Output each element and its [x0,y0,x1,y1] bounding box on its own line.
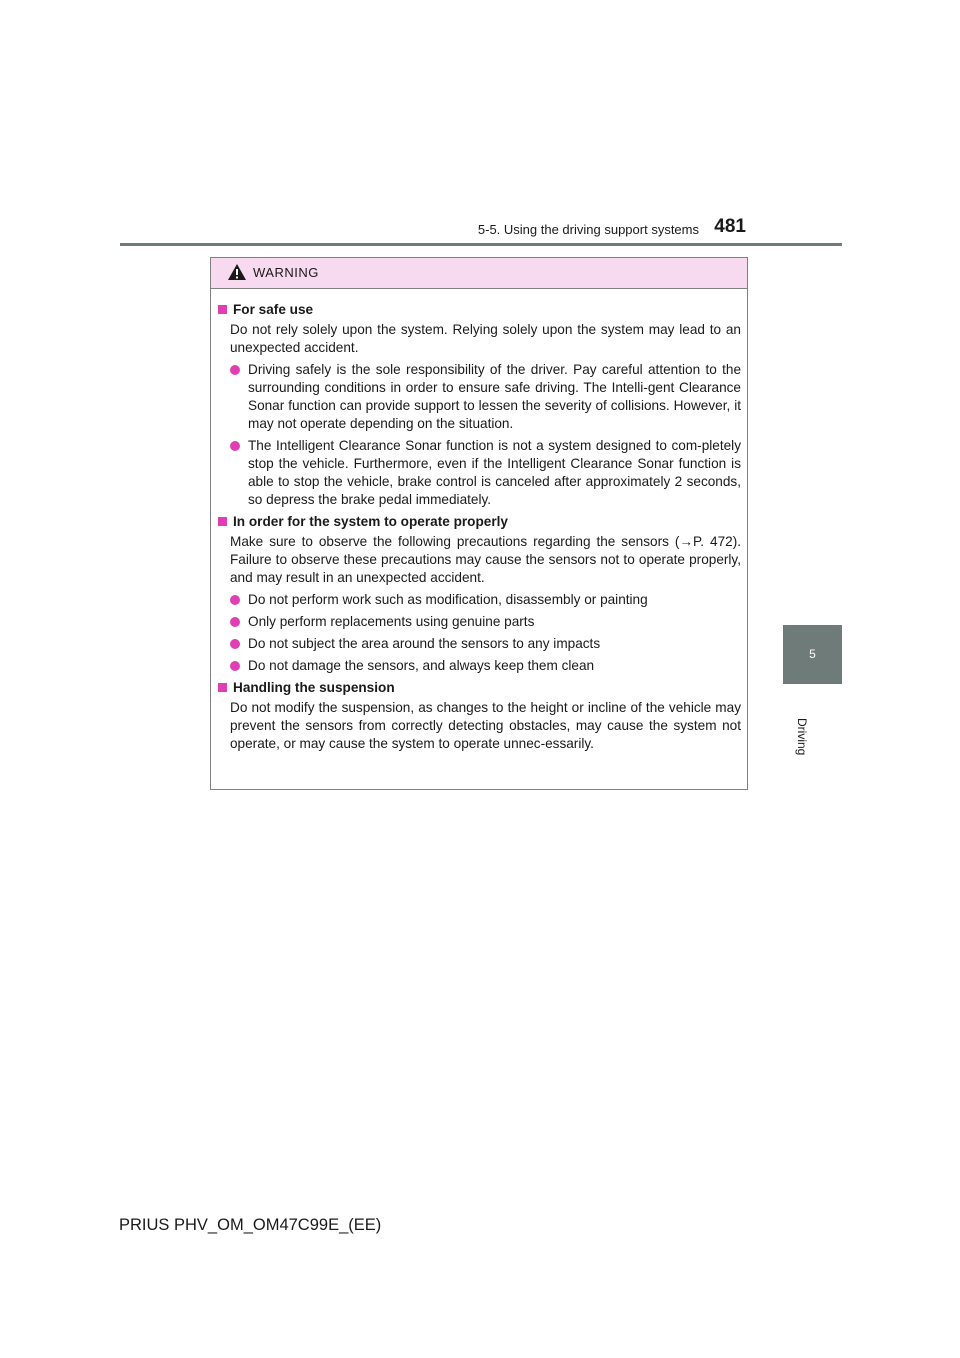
round-bullet-icon [230,441,240,451]
round-bullet-icon [230,661,240,671]
chapter-tab: 5 [783,625,842,684]
list-item [230,591,741,609]
section-heading-text: In order for the system to operate properly [233,514,508,529]
section-heading-text: Handling the suspension [233,680,395,695]
list-item [230,635,741,653]
section-paragraph: Do not modify the suspension, as changes to the height or incline of the vehicle may prevent the sensors from correctly detecting obstacles, may cause the system not operate, or may cause the system to operate unnec-essarily. [230,700,741,751]
list-item-text: Do not subject the area around the sensors to any impacts [248,636,601,651]
section-suspension [217,679,741,753]
page-number: 481 [714,216,746,237]
warning-title: WARNING [253,265,319,280]
square-bullet-icon [218,517,227,526]
list-item [230,613,741,631]
section-heading-text: For safe use [233,302,314,317]
page-header [120,210,842,246]
list-item [230,437,741,509]
warning-body [211,289,747,753]
warning-box [210,257,748,790]
section-title: 5-5. Using the driving support systems [477,222,699,237]
list-item-text: Only perform replacements using genuine parts [248,614,535,629]
list-item [230,361,741,433]
section-proper-operation [217,513,741,675]
square-bullet-icon [218,683,227,692]
section-heading [217,301,741,319]
warning-header [211,258,747,289]
round-bullet-icon [230,617,240,627]
list-item [230,657,741,675]
section-heading [217,679,741,697]
list-item-text: Do not perform work such as modification, disassembly or painting [248,592,648,607]
header-divider [120,243,842,246]
section-heading [217,513,741,531]
list-item-text: Do not damage the sensors, and always keep them clean [248,658,595,673]
square-bullet-icon [218,305,227,314]
list-item-text: The Intelligent Clearance Sonar function is not a system designed to com-pletely stop the vehicle. Furthermore, even if the Intelligent Clearance Sonar function is able to stop the vehicle, brake control is canceled after approximately 2 seconds, so depress the brake pedal immediately. [248,438,741,507]
list-item-text: Driving safely is the sole responsibility of the driver. Pay careful attention to the surrounding conditions in order to ensure safe driving. The Intelli-gent Clearance Sonar function can provide support to lessen the severity of collisions. However, it may not operate depending on the situation. [248,362,741,431]
round-bullet-icon [230,595,240,605]
document-code: PRIUS PHV_OM_OM47C99E_(EE) [119,1216,382,1234]
section-safe-use [217,301,741,509]
section-paragraph: Do not rely solely upon the system. Relying solely upon the system may lead to an unexpected accident. [230,322,741,355]
round-bullet-icon [230,365,240,375]
warning-triangle-icon [227,263,247,281]
chapter-label: Driving [795,718,809,756]
section-paragraph: Make sure to observe the following precautions regarding the sensors (→P. 472). Failure to observe these precautions may cause the sensors not to operate properly, and may result in an unexpected accident. [230,534,741,585]
round-bullet-icon [230,639,240,649]
